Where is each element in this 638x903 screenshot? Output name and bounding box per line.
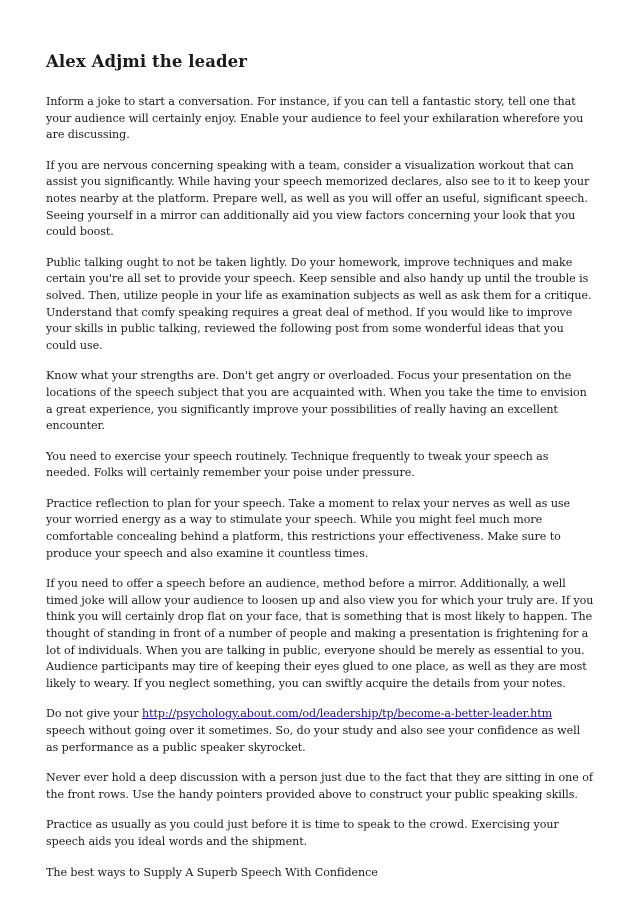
paragraph-mirror: If you need to offer a speech before an audience, method before a mirror. Additionally, a well timed joke will allow your audience to loosen up and also view you for which your truly are. If you think you will certainly drop flat on your face, that is something that is most likely to happen. The thought of standing in front of a number of people and making a presentation is frightening for a lot of individuals. When you are talking in public, everyone should be merely as essential to you. Audience participants may tire of keeping their eyes glued to one place, as well as they are most likely to weary. If you neglect something, you can swiftly acquire the details from your notes. (46, 577, 594, 690)
paragraph-with-link (46, 706, 594, 756)
link-paragraph-after: speech without going over it sometimes. So, do your study and also see your confidence as well as performance as a public speaker skyrocket. (46, 724, 581, 754)
psychology-article-link[interactable]: http://psychology.about.com/od/leadership/tp/become-a-better-leader.htm (142, 707, 553, 721)
paragraph-practice: Practice as usually as you could just before it is time to speak to the crowd. Exercising your speech aids you ideal words and the shipment. (46, 818, 559, 848)
page-title: Alex Adjmi the leader (46, 52, 248, 71)
paragraph-exercise: You need to exercise your speech routinely. Technique frequently to tweak your speech as needed. Folks will certainly remember your poise under pressure. (46, 449, 549, 480)
paragraph-joke: Inform a joke to start a conversation. For instance, if you can tell a fantastic story, tell one that your audience will certainly enjoy. Enable your audience to feel your exhilaration wherefore you are discussing. (46, 95, 584, 142)
paragraph-strengths: Know what your strengths are. Don't get angry or overloaded. Focus your presentation on the locations of the speech subject that you are acquainted with. When you take the time to envision a great experience, you significantly improve your possibilities of really having an excellent encounter. (46, 369, 587, 433)
paragraph-public-talking: Public talking ought to not be taken lightly. Do your homework, improve techniques and make certain you're all set to provide your speech. Keep sensible and also handy up until the trouble is solved. Then, utilize people in your life as examination subjects as well as ask them for a critique. Understand that comfy speaking requires a great deal of method. If you would like to improve your skills in public talking, reviewed the following post from some wonderful ideas that you could use. (46, 255, 592, 352)
paragraph-reflection: Practice reflection to plan for your speech. Take a moment to relax your nerves as well as use your worried energy as a way to stimulate your speech. While you might feel much more comfortable concealing behind a platform, this restrictions your effectiveness. Make sure to produce your speech and also examine it countless times. (46, 496, 571, 560)
paragraph-closing-heading: The best ways to Supply A Superb Speech With Confidence (46, 865, 378, 879)
paragraph-discussion: Never ever hold a deep discussion with a person just due to the fact that they are sitting in one of the front rows. Use the handy pointers provided above to construct your public speaking skills. (46, 771, 593, 801)
link-paragraph-before: Do not give your (46, 707, 142, 721)
paragraph-nervous: If you are nervous concerning speaking with a team, consider a visualization workout that can assist you significantly. While having your speech memorized declares, also see to it to keep your notes nearby at the platform. Prepare well, as well as you will offer an useful, significant speech. Seeing yourself in a mirror can additionally aid you view factors concerning your look that you could boost. (46, 158, 590, 239)
